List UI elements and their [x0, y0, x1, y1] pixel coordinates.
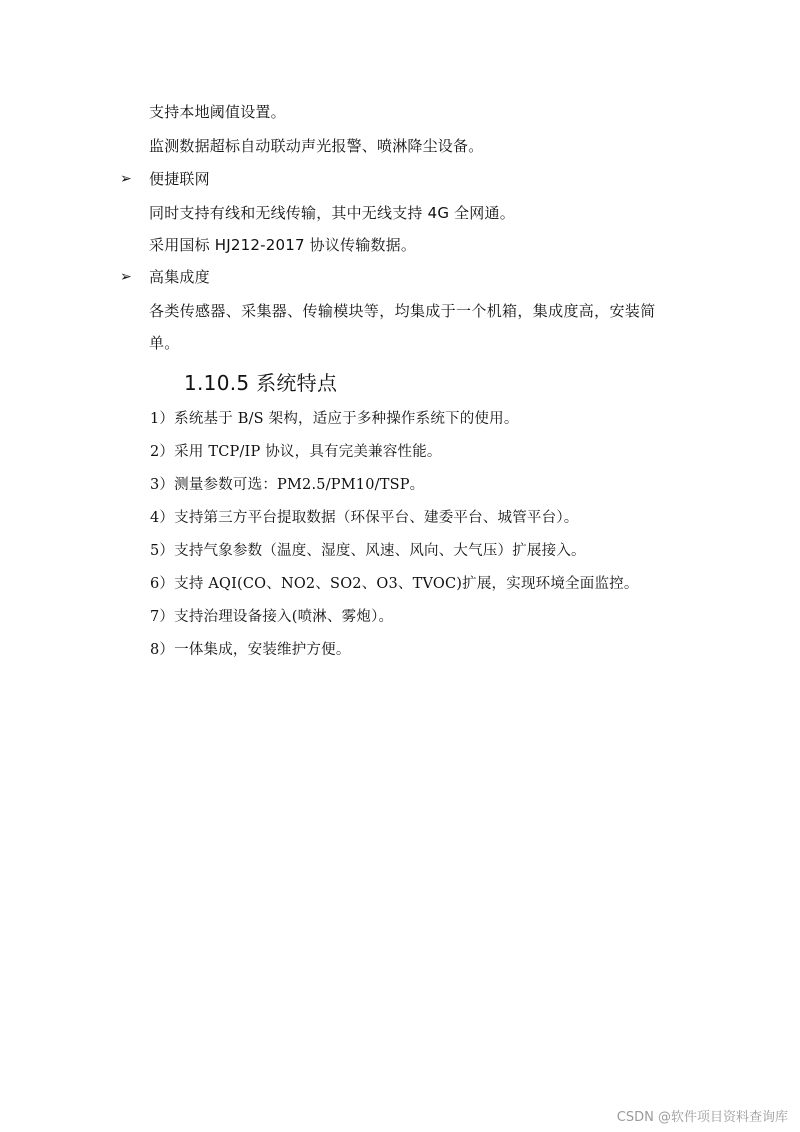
- feature-item: 3）测量参数可选：PM2.5/PM10/TSP。: [150, 477, 425, 493]
- section-heading: 1.10.5 系统特点: [184, 371, 338, 395]
- paragraph-line: 监测数据超标自动联动声光报警、喷淋降尘设备。: [149, 137, 484, 155]
- feature-item: 5）支持气象参数（温度、湿度、风速、风向、大气压）扩展接入。: [150, 543, 586, 559]
- feature-item: 2）采用 TCP/IP 协议，具有完美兼容性能。: [150, 444, 442, 460]
- watermark: CSDN @软件项目资料查询库: [616, 1110, 788, 1125]
- feature-item: 8）一体集成，安装维护方便。: [150, 642, 351, 658]
- paragraph-line: 单。: [149, 334, 180, 352]
- paragraph-line: 同时支持有线和无线传输，其中无线支持 4G 全网通。: [149, 204, 515, 222]
- bullet-title: 便捷联网: [149, 170, 210, 188]
- paragraph-line: 各类传感器、采集器、传输模块等，均集成于一个机箱，集成度高，安装简: [149, 302, 656, 320]
- paragraph-line: 支持本地阈值设置。: [149, 103, 286, 121]
- feature-item: 7）支持治理设备接入(喷淋、雾炮）。: [150, 609, 394, 625]
- bullet-title: 高集成度: [149, 268, 210, 286]
- bullet-arrow-icon: ➢: [120, 269, 132, 285]
- feature-item: 6）支持 AQI(CO、NO2、SO2、O3、TVOC)扩展，实现环境全面监控。: [150, 576, 639, 592]
- paragraph-line: 采用国标 HJ212-2017 协议传输数据。: [149, 236, 417, 254]
- bullet-arrow-icon: ➢: [120, 171, 132, 187]
- feature-item: 1）系统基于 B/S 架构，适应于多种操作系统下的使用。: [150, 411, 519, 427]
- feature-item: 4）支持第三方平台提取数据（环保平台、建委平台、城管平台）。: [150, 510, 579, 526]
